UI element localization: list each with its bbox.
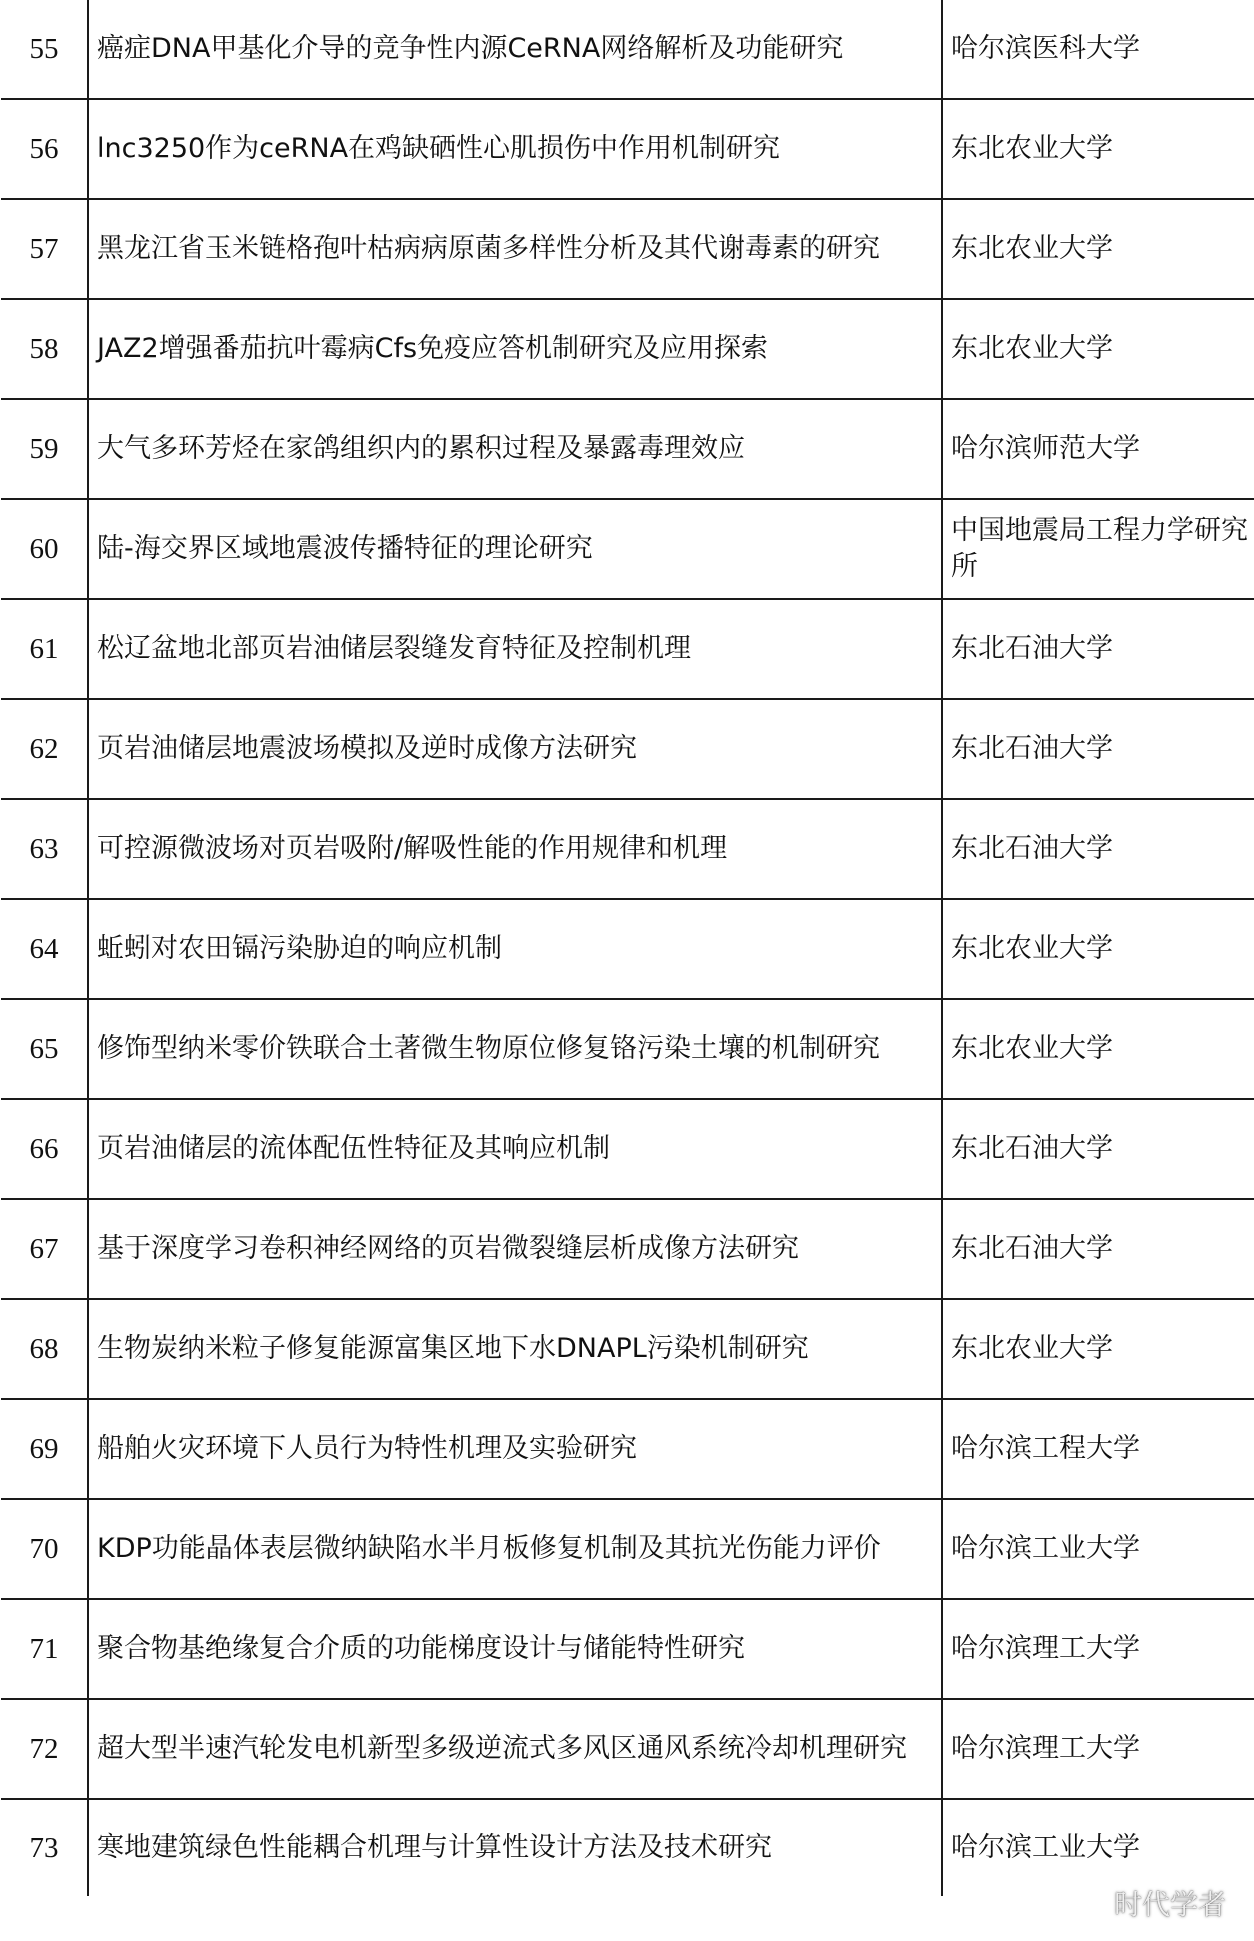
table-row — [1, 599, 1254, 699]
wechat-icon — [1066, 1886, 1106, 1920]
table-row — [1, 1099, 1254, 1199]
table-row — [1, 1199, 1254, 1299]
project-title: 页岩油储层地震波场模拟及逆时成像方法研究 — [88, 699, 942, 799]
project-title: 船舶火灾环境下人员行为特性机理及实验研究 — [88, 1399, 942, 1499]
project-title: 陆-海交界区域地震波传播特征的理论研究 — [88, 499, 942, 599]
row-number: 68 — [1, 1299, 88, 1399]
project-title: lnc3250作为ceRNA在鸡缺硒性心肌损伤中作用机制研究 — [88, 99, 942, 199]
institution-name: 哈尔滨理工大学 — [942, 1699, 1254, 1799]
row-number: 55 — [1, 0, 88, 99]
project-title: KDP功能晶体表层微纳缺陷水半月板修复机制及其抗光伤能力评价 — [88, 1499, 942, 1599]
table-row — [1, 0, 1254, 99]
project-title: 超大型半速汽轮发电机新型多级逆流式多风区通风系统冷却机理研究 — [88, 1699, 942, 1799]
row-number: 70 — [1, 1499, 88, 1599]
row-number: 67 — [1, 1199, 88, 1299]
row-number: 60 — [1, 499, 88, 599]
project-title: 蚯蚓对农田镉污染胁迫的响应机制 — [88, 899, 942, 999]
institution-name: 东北农业大学 — [942, 999, 1254, 1099]
institution-name: 哈尔滨理工大学 — [942, 1599, 1254, 1699]
project-title: 寒地建筑绿色性能耦合机理与计算性设计方法及技术研究 — [88, 1799, 942, 1896]
table-row — [1, 999, 1254, 1099]
project-title: 聚合物基绝缘复合介质的功能梯度设计与储能特性研究 — [88, 1599, 942, 1699]
project-title: 生物炭纳米粒子修复能源富集区地下水DNAPL污染机制研究 — [88, 1299, 942, 1399]
row-number: 73 — [1, 1799, 88, 1896]
row-number: 62 — [1, 699, 88, 799]
table-row — [1, 1399, 1254, 1499]
institution-name: 哈尔滨工业大学 — [942, 1799, 1254, 1896]
institution-name: 东北农业大学 — [942, 199, 1254, 299]
row-number: 61 — [1, 599, 88, 699]
project-title: 基于深度学习卷积神经网络的页岩微裂缝层析成像方法研究 — [88, 1199, 942, 1299]
table-row — [1, 99, 1254, 199]
institution-name: 东北石油大学 — [942, 1099, 1254, 1199]
project-title: 癌症DNA甲基化介导的竞争性内源CeRNA网络解析及功能研究 — [88, 0, 942, 99]
institution-name: 哈尔滨师范大学 — [942, 399, 1254, 499]
institution-name: 哈尔滨医科大学 — [942, 0, 1254, 99]
table-row — [1, 1599, 1254, 1699]
institution-name: 东北石油大学 — [942, 1199, 1254, 1299]
row-number: 66 — [1, 1099, 88, 1199]
institution-name: 东北农业大学 — [942, 899, 1254, 999]
institution-name: 哈尔滨工业大学 — [942, 1499, 1254, 1599]
table-row — [1, 1699, 1254, 1799]
row-number: 56 — [1, 99, 88, 199]
institution-name: 东北农业大学 — [942, 299, 1254, 399]
row-number: 64 — [1, 899, 88, 999]
row-number: 57 — [1, 199, 88, 299]
project-title: 页岩油储层的流体配伍性特征及其响应机制 — [88, 1099, 942, 1199]
institution-name: 东北石油大学 — [942, 799, 1254, 899]
institution-name: 东北农业大学 — [942, 1299, 1254, 1399]
watermark — [1066, 1883, 1226, 1923]
project-title: 可控源微波场对页岩吸附/解吸性能的作用规律和机理 — [88, 799, 942, 899]
row-number: 63 — [1, 799, 88, 899]
table-row — [1, 299, 1254, 399]
table-row — [1, 199, 1254, 299]
watermark-text: 时代学者 — [1113, 1888, 1226, 1921]
row-number: 69 — [1, 1399, 88, 1499]
row-number: 71 — [1, 1599, 88, 1699]
institution-name: 东北石油大学 — [942, 599, 1254, 699]
institution-name: 中国地震局工程力学研究所 — [942, 499, 1254, 599]
row-number: 58 — [1, 299, 88, 399]
table-row — [1, 399, 1254, 499]
institution-name: 东北农业大学 — [942, 99, 1254, 199]
table-row — [1, 699, 1254, 799]
row-number: 65 — [1, 999, 88, 1099]
institution-name: 东北石油大学 — [942, 699, 1254, 799]
project-title: 大气多环芳烃在家鸽组织内的累积过程及暴露毒理效应 — [88, 399, 942, 499]
project-title: 修饰型纳米零价铁联合土著微生物原位修复铬污染土壤的机制研究 — [88, 999, 942, 1099]
project-title: JAZ2增强番茄抗叶霉病Cfs免疫应答机制研究及应用探索 — [88, 299, 942, 399]
table-row — [1, 1299, 1254, 1399]
project-table — [1, 0, 1254, 1896]
project-title: 松辽盆地北部页岩油储层裂缝发育特征及控制机理 — [88, 599, 942, 699]
table-row — [1, 899, 1254, 999]
project-table-body — [1, 0, 1254, 1896]
institution-name: 哈尔滨工程大学 — [942, 1399, 1254, 1499]
table-row — [1, 799, 1254, 899]
table-row — [1, 1799, 1254, 1896]
row-number: 59 — [1, 399, 88, 499]
table-row — [1, 1499, 1254, 1599]
table-row — [1, 499, 1254, 599]
project-title: 黑龙江省玉米链格孢叶枯病病原菌多样性分析及其代谢毒素的研究 — [88, 199, 942, 299]
row-number: 72 — [1, 1699, 88, 1799]
